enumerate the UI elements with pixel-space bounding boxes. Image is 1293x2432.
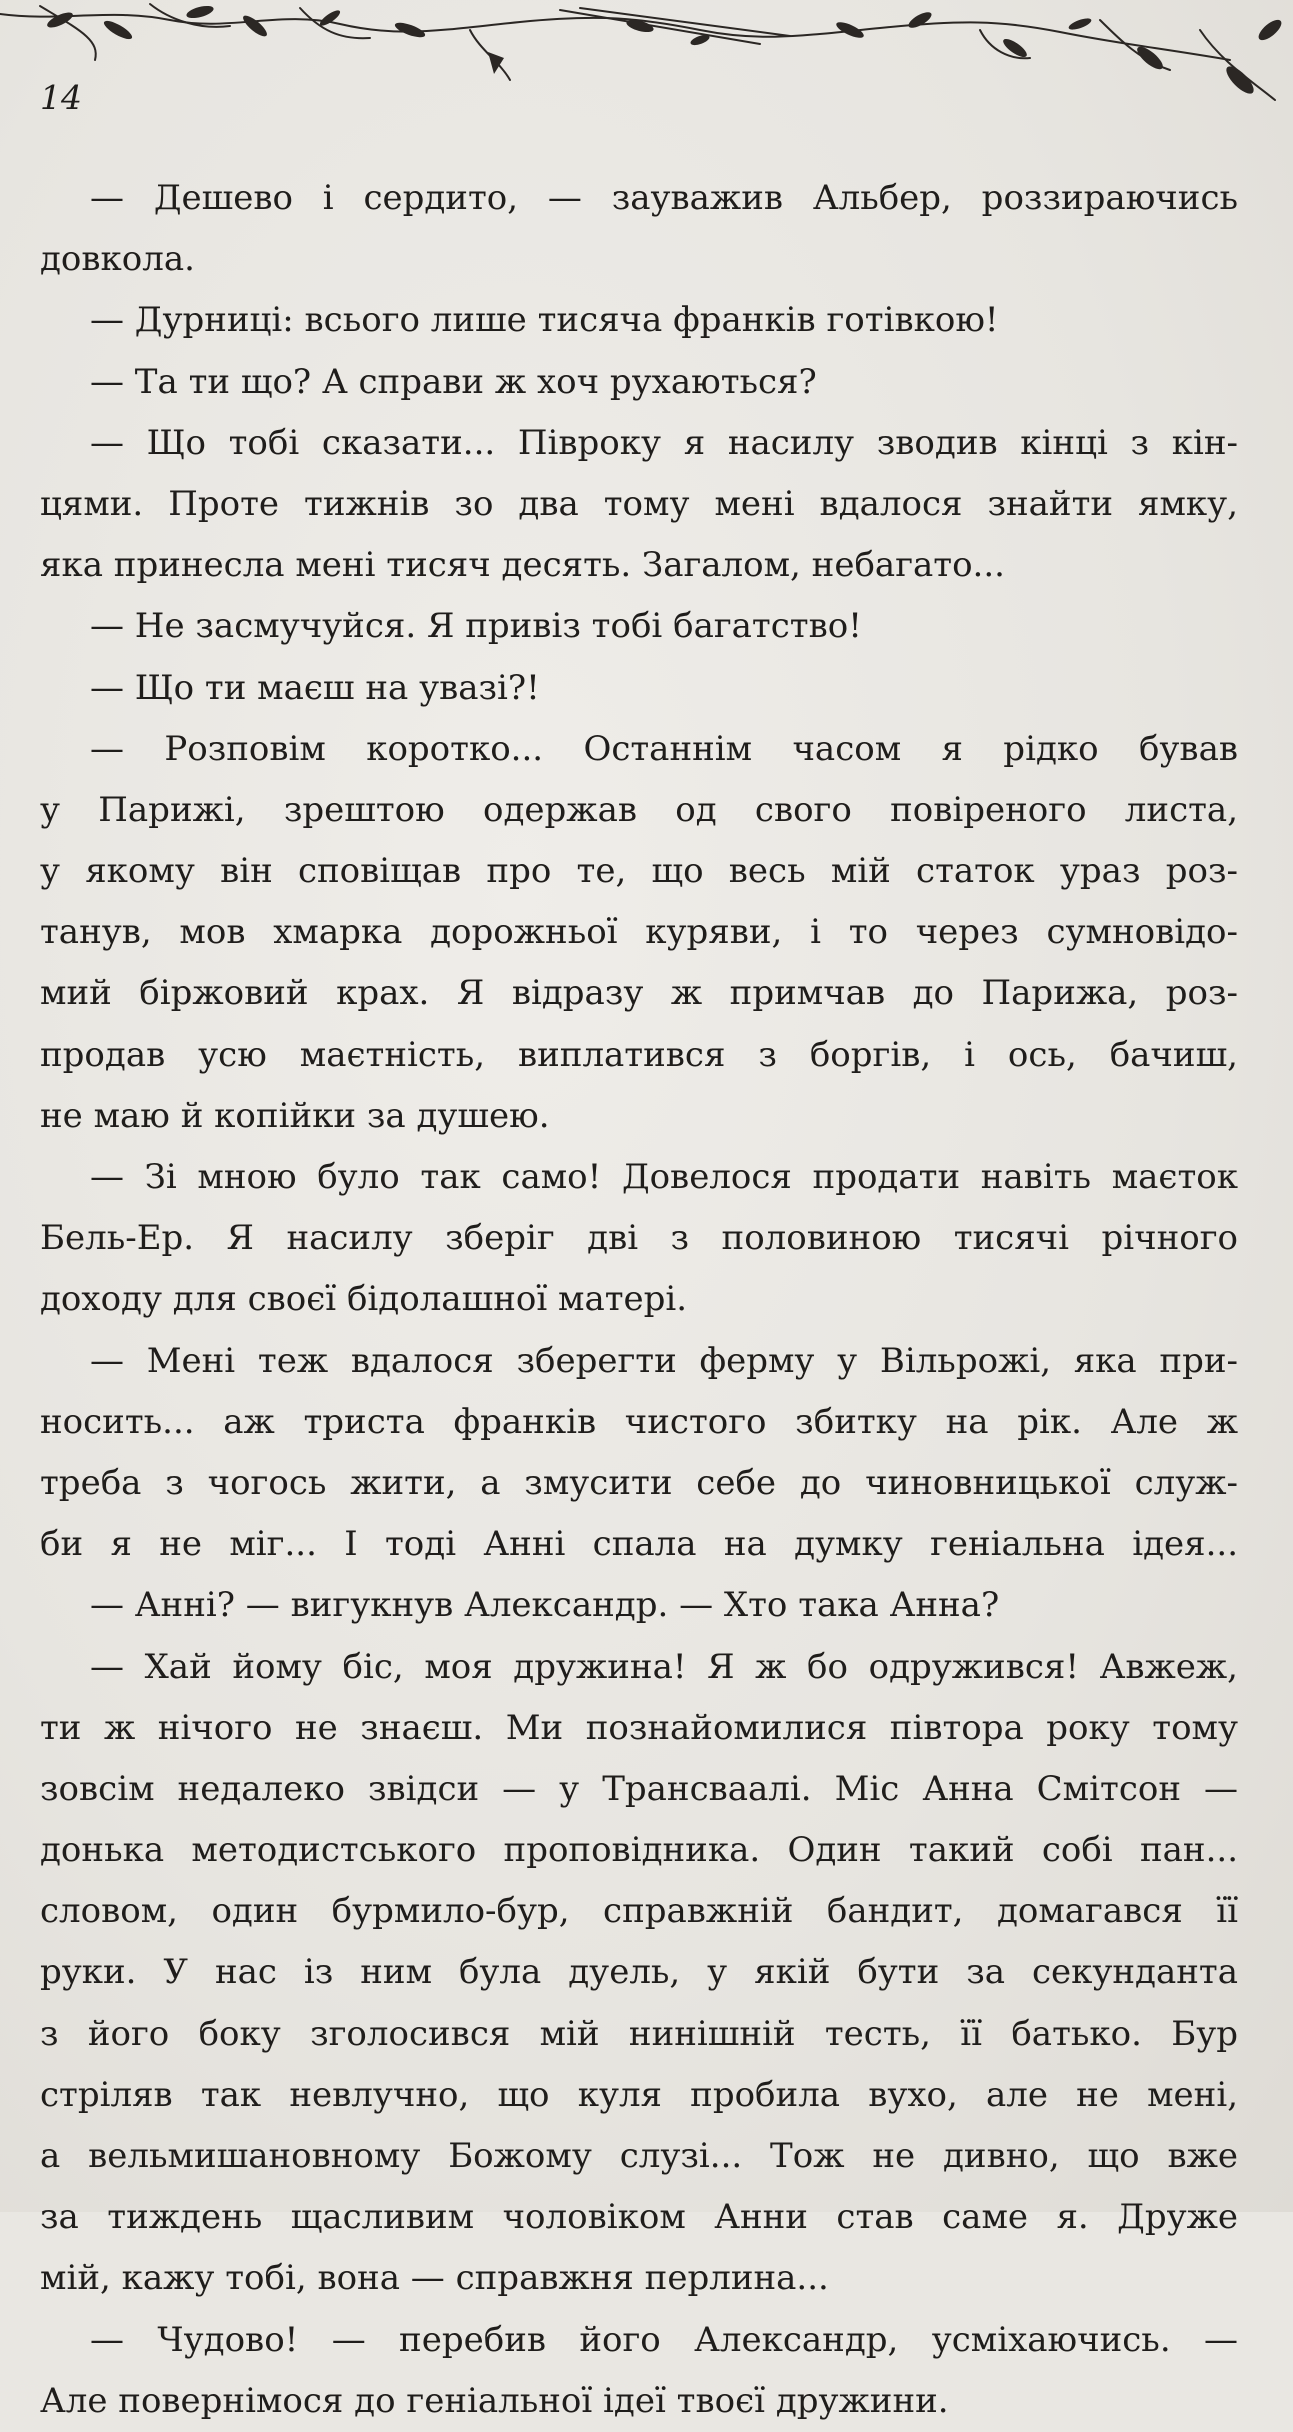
text-line: носить... аж триста франків чистого збитку на рік. Але ж — [40, 1401, 1238, 1442]
text-line: — Що тобі сказати... Півроку я насилу зводив кінці з кін- — [90, 422, 1238, 463]
text-line: руки. У нас із ним була дуель, у якій бути за секунданта — [40, 1952, 1238, 1993]
text-line: а вельмишановному Божому слузі... Тож не дивно, що вже — [40, 2136, 1238, 2176]
text-line: за тиждень щасливим чоловіком Анни став саме я. Друже — [40, 2197, 1238, 2238]
decorative-header-ornament — [0, 0, 1293, 110]
text-line: треба з чогось жити, а змусити себе до чиновницької служ- — [40, 1462, 1238, 1503]
text-line: — Дешево і сердито, — зауважив Альбер, роззираючись — [90, 178, 1238, 218]
text-line: — Чудово! — перебив його Александр, усміхаючись. — — [90, 2319, 1238, 2360]
text-line: — Розповім коротко... Останнім часом я рідко бував — [90, 728, 1238, 769]
text-line: стріляв так невлучно, що куля пробила вухо, але не мені, — [40, 2074, 1238, 2115]
text-line: не маю й копійки за душею. — [40, 1095, 550, 1136]
text-line: — Мені теж вдалося зберегти ферму у Вільрожі, яка при- — [90, 1340, 1238, 1381]
text-line: яка принесла мені тисяч десять. Загалом, небагато... — [40, 545, 1005, 586]
body-text — [40, 168, 1238, 2432]
text-line: би я не міг... І тоді Анні спала на думку геніальна ідея... — [40, 1524, 1238, 1565]
text-line: — Що ти маєш на увазі?! — [90, 667, 540, 708]
text-line: словом, один бурмило-бур, справжній бандит, домагався її — [40, 1891, 1238, 1932]
text-line: танув, мов хмарка дорожньої куряви, і то через сумновідо- — [40, 912, 1238, 953]
text-line: — Зі мною було так само! Довелося продати навіть маєток — [90, 1157, 1238, 1197]
text-line: мій, кажу тобі, вона — справжня перлина... — [40, 2258, 829, 2299]
text-line: — Анні? — вигукнув Александр. — Хто така Анна? — [90, 1585, 1000, 1626]
text-line: цями. Проте тижнів зо два тому мені вдалося знайти ямку, — [40, 483, 1238, 524]
text-line: донька методистського проповідника. Один такий собі пан... — [40, 1830, 1238, 1871]
text-line: у якому він сповіщав про те, що весь мій статок ураз роз- — [40, 851, 1238, 892]
text-line: мий біржовий крах. Я відразу ж примчав до Парижа, роз- — [40, 973, 1238, 1014]
text-line: довкола. — [40, 239, 195, 280]
text-line: продав усю маєтність, виплатився з боргів, і ось, бачиш, — [40, 1034, 1238, 1075]
text-line: зовсім недалеко звідси — у Трансваалі. Міс Анна Смітсон — — [40, 1768, 1238, 1809]
text-line: — Та ти що? А справи ж хоч рухаються? — [90, 361, 817, 402]
text-line: Але повернімося до геніальної ідеї твоєї дружини. — [40, 2380, 949, 2421]
text-line: доходу для своєї бідолашної матері. — [40, 1279, 688, 1320]
text-line: з його боку зголосився мій нинішній тесть, її батько. Бур — [40, 2013, 1238, 2054]
text-line: — Не засмучуйся. Я привіз тобі багатство! — [90, 606, 862, 647]
text-line: ти ж нічого не знаєш. Ми познайомилися півтора року тому — [40, 1707, 1238, 1748]
text-line: — Хай йому біс, моя дружина! Я ж бо одружився! Авжеж, — [90, 1646, 1238, 1687]
text-line: у Парижі, зрештою одержав од свого повіреного листа, — [40, 789, 1238, 830]
text-line: Бель-Ер. Я насилу зберіг дві з половиною тисячі річного — [40, 1218, 1238, 1259]
page-number: 14 — [40, 78, 82, 117]
text-line: — Дурниці: всього лише тисяча франків готівкою! — [90, 300, 999, 341]
